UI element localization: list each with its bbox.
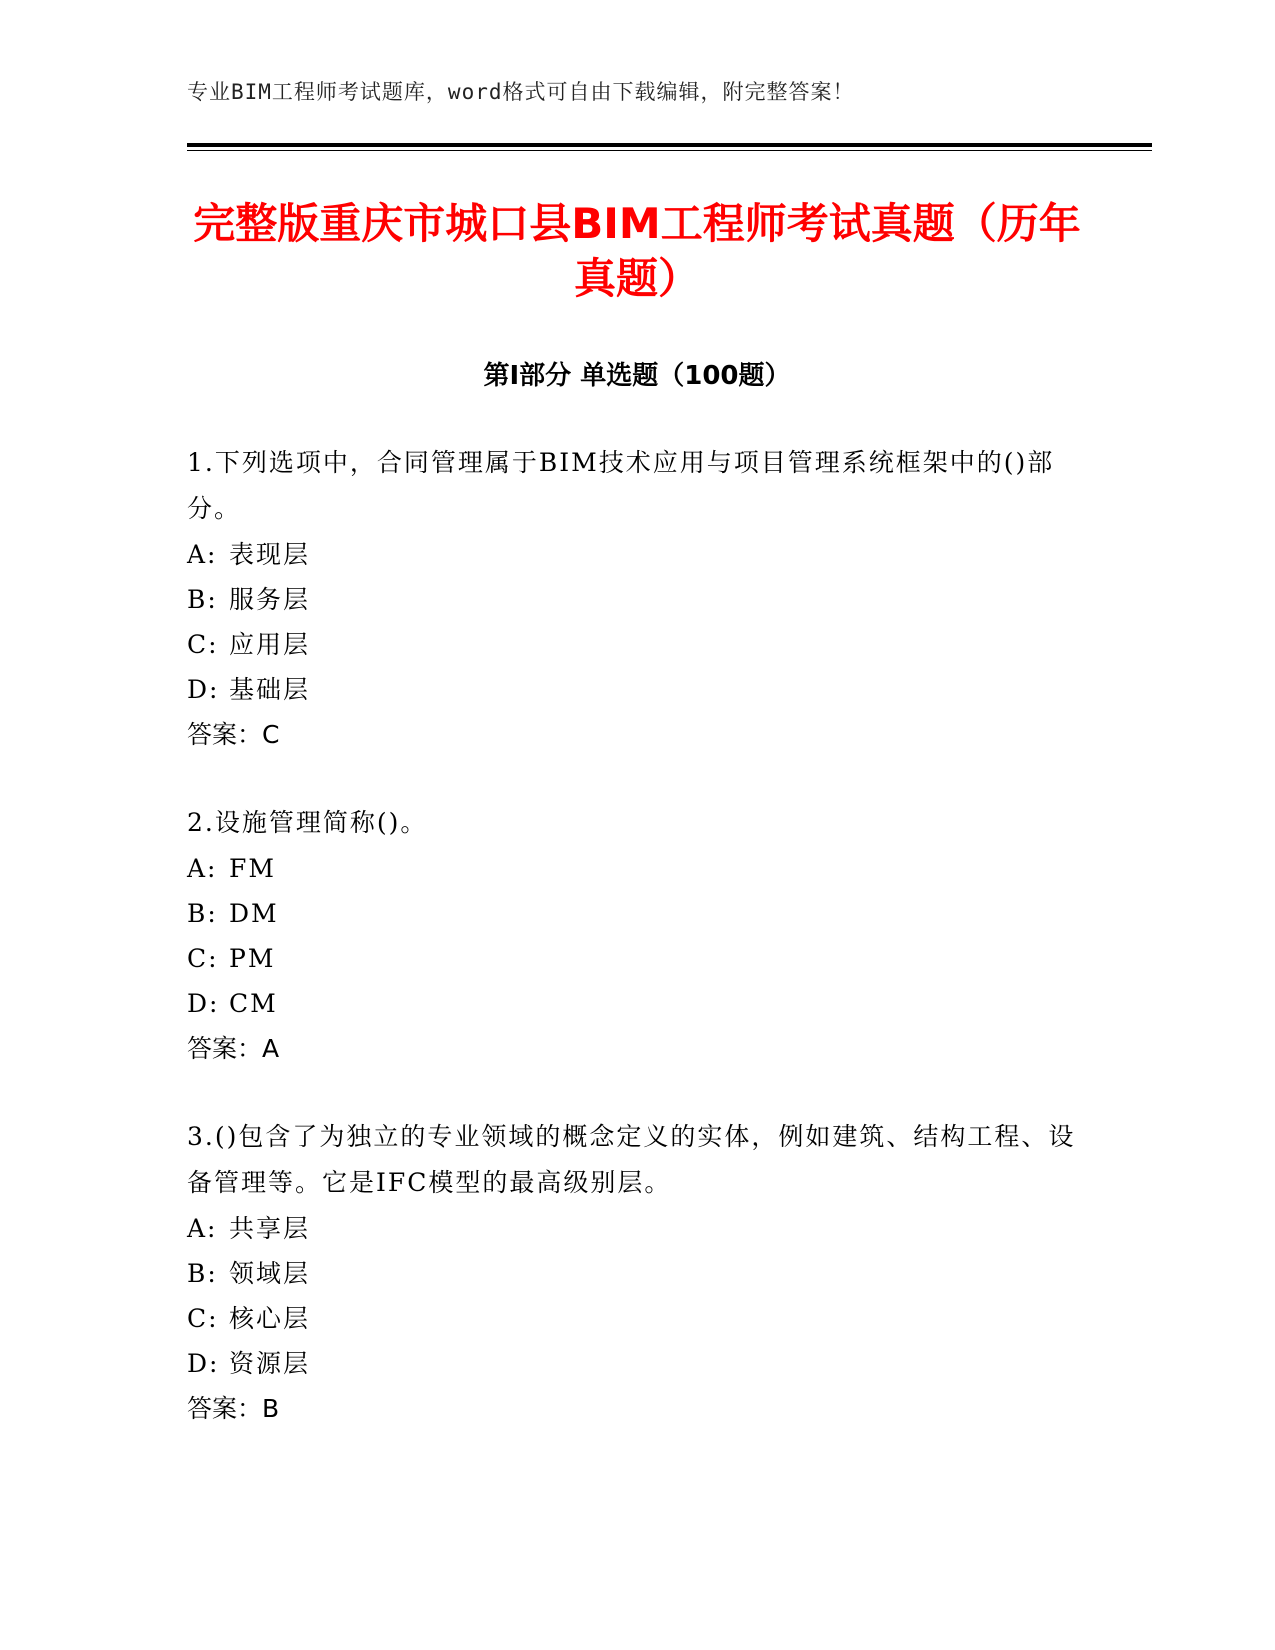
option-c bbox=[187, 936, 1087, 981]
option-c bbox=[187, 622, 1087, 667]
question-1 bbox=[187, 440, 1087, 758]
option-text: 共享层 bbox=[229, 1214, 311, 1243]
option-letter: A: bbox=[187, 854, 218, 883]
answer-line: 答案：A bbox=[187, 1034, 280, 1063]
option-letter: B: bbox=[187, 585, 218, 614]
question-list bbox=[187, 440, 1087, 1474]
option-c bbox=[187, 1296, 1087, 1341]
document-title: 完整版重庆市城口县BIM工程师考试真题（历年真题） bbox=[193, 199, 1081, 303]
section-title: 第I部分 单选题（100题） bbox=[483, 361, 791, 391]
question-text: 3.()包含了为独立的专业领域的概念定义的实体，例如建筑、结构工程、设备管理等。它是IFC模型的最高级别层。 bbox=[187, 1122, 1076, 1197]
option-text: FM bbox=[229, 854, 276, 883]
question-text: 2.设施管理简称()。 bbox=[187, 808, 428, 837]
question-3 bbox=[187, 1114, 1087, 1432]
option-text: DM bbox=[229, 899, 279, 928]
option-text: 领域层 bbox=[229, 1259, 311, 1288]
option-letter: B: bbox=[187, 1259, 218, 1288]
option-text: CM bbox=[229, 989, 278, 1018]
option-text: 应用层 bbox=[229, 630, 311, 659]
option-letter: D: bbox=[187, 989, 220, 1018]
header-note: 专业BIM工程师考试题库，word格式可自由下载编辑，附完整答案！ bbox=[187, 80, 855, 104]
option-d bbox=[187, 1341, 1087, 1386]
option-letter: C: bbox=[187, 630, 219, 659]
option-d bbox=[187, 981, 1087, 1026]
option-letter: D: bbox=[187, 1349, 220, 1378]
option-text: PM bbox=[229, 944, 276, 973]
option-b bbox=[187, 577, 1087, 622]
option-d bbox=[187, 667, 1087, 712]
option-letter: B: bbox=[187, 899, 218, 928]
answer-line: 答案：C bbox=[187, 720, 280, 749]
option-text: 表现层 bbox=[229, 540, 311, 569]
option-text: 资源层 bbox=[229, 1349, 311, 1378]
option-a bbox=[187, 1206, 1087, 1251]
option-text: 基础层 bbox=[229, 675, 311, 704]
option-b bbox=[187, 1251, 1087, 1296]
option-a bbox=[187, 532, 1087, 577]
option-text: 服务层 bbox=[229, 585, 311, 614]
option-text: 核心层 bbox=[229, 1304, 311, 1333]
option-b bbox=[187, 891, 1087, 936]
option-letter: C: bbox=[187, 1304, 219, 1333]
option-a bbox=[187, 846, 1087, 891]
question-2 bbox=[187, 800, 1087, 1072]
option-letter: D: bbox=[187, 675, 220, 704]
header-divider-thick bbox=[187, 143, 1152, 147]
answer-line: 答案：B bbox=[187, 1394, 280, 1423]
question-text: 1.下列选项中，合同管理属于BIM技术应用与项目管理系统框架中的()部分。 bbox=[187, 448, 1055, 523]
option-letter: A: bbox=[187, 1214, 218, 1243]
option-letter: C: bbox=[187, 944, 219, 973]
header-divider-thin bbox=[187, 150, 1152, 151]
option-letter: A: bbox=[187, 540, 218, 569]
